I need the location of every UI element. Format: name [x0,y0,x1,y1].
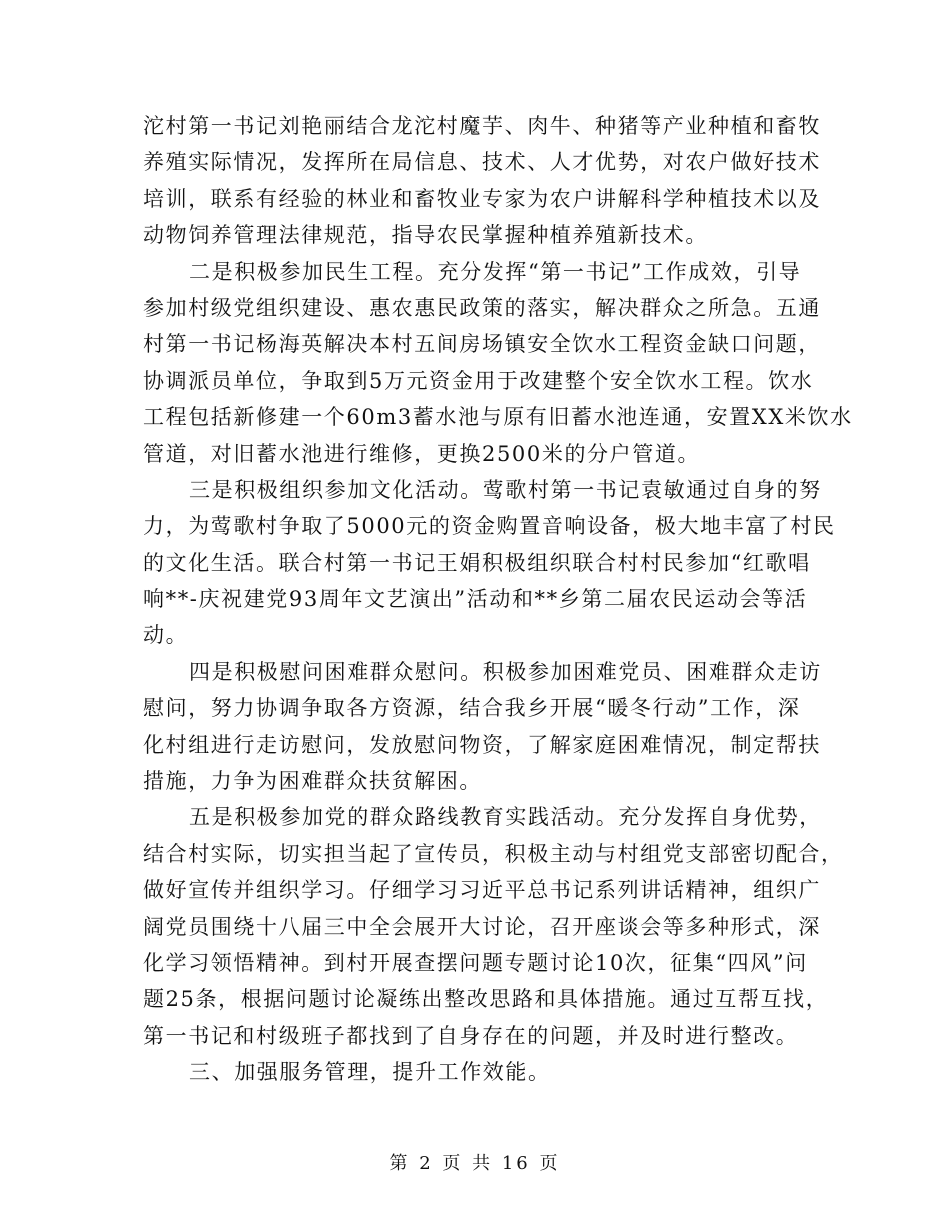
text-line: 二是积极参加民生工程。充分发挥“第一书记”工作成效，引导 [189,259,802,284]
text-line: 三、加强服务管理，提升工作效能。 [189,1060,551,1085]
text-line: 五是积极参加党的群众路线教育实践活动。充分发挥自身优势， [189,805,822,830]
text-line: 协调派员单位，争取到5万元资金用于改建整个安全饮水工程。饮水 [143,368,814,393]
paragraph [143,254,853,472]
text-line: 养殖实际情况，发挥所在局信息、技术、人才优势，对农户做好技术 [143,150,821,175]
text-line: 动物饲养管理法律规范，指导农民掌握种植养殖新技术。 [143,223,708,248]
paragraph [143,799,844,1054]
paragraph [143,1054,811,1090]
text-line: 慰问，努力协调争取各方资源，结合我乡开展“暖冬行动”工作，深 [143,696,801,721]
text-line: 沱村第一书记刘艳丽结合龙沱村魔芋、肉牛、种猪等产业种植和畜牧 [143,114,821,138]
text-line: 结合村实际，切实担当起了宣传员，积极主动与村组党支部密切配合， [143,841,844,866]
text-line: 力，为莺歌村争取了5000元的资金购置音响设备，极大地丰富了村民 [143,514,836,539]
text-line: 培训，联系有经验的林业和畜牧业专家为农户讲解科学种植技术以及 [143,186,821,211]
text-line: 工程包括新修建一个60m3蓄水池与原有旧蓄水池连通，安置XX米饮水 [143,405,853,430]
text-line: 的文化生活。联合村第一书记王娟积极组织联合村村民参加“红歌唱 [143,550,811,575]
text-line: 响**-庆祝建党93周年文艺演出”活动和**乡第二届农民运动会等活 [143,587,808,612]
paragraph [143,654,822,800]
text-line: 参加村级党组织建设、惠农惠民政策的落实，解决群众之所急。五通 [143,295,821,320]
text-line: 动。 [143,623,189,648]
text-line: 化学习领悟精神。到村开展查摆问题专题讨论10次，征集“四风”问 [143,950,808,975]
paragraph [143,472,836,654]
text-line: 阔党员围绕十八届三中全会展开大讨论，召开座谈会等多种形式，深 [143,914,821,939]
text-line: 三是积极组织参加文化活动。莺歌村第一书记袁敏通过自身的努 [189,477,822,502]
text-line: 题25条，根据问题讨论凝练出整改思路和具体措施。通过互帮互找， [143,987,829,1012]
text-line: 化村组进行走访慰问，发放慰问物资，了解家庭困难情况，制定帮扶 [143,732,821,757]
text-line: 四是积极慰问困难群众慰问。积极参加困难党员、困难群众走访 [189,659,822,684]
text-line: 做好宣传并组织学习。仔细学习习近平总书记系列讲话精神，组织广 [143,878,821,903]
text-line: 第一书记和村级班子都找到了自身存在的问题，并及时进行整改。 [143,1023,799,1048]
paragraph [143,108,821,254]
text-line: 措施，力争为困难群众扶贫解困。 [143,769,482,794]
text-line: 村第一书记杨海英解决本村五间房场镇安全饮水工程资金缺口问题， [143,332,821,357]
body-text [143,108,853,1091]
text-line: 管道，对旧蓄水池进行维修，更换2500米的分户管道。 [143,441,701,466]
page-number-footer: 第 2 页 共 16 页 [389,1153,561,1174]
